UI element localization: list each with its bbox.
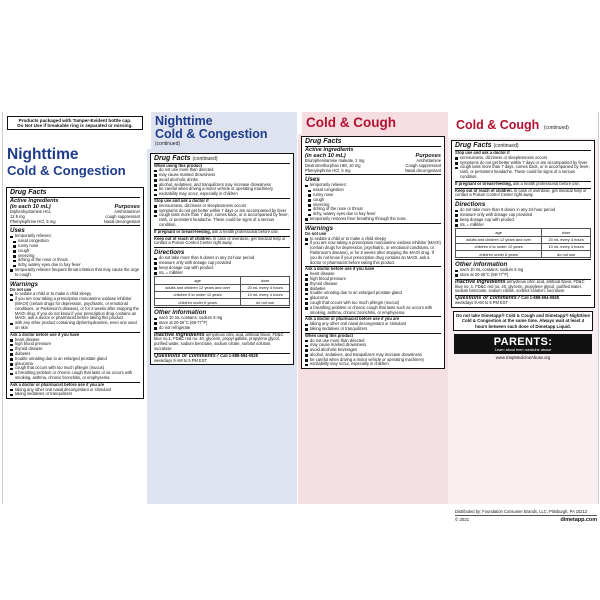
dosage-table — [455, 228, 591, 258]
uses-intro: temporarily relieves: — [10, 234, 140, 239]
inactive-text: anhydrous citric acid, artificial flavor, FD&C blue no. 1, FD&C red no. 40, glycerin, propylene glycol, purified water, sodium benzoate, sodium citrate, sorbitol solution, sucralose — [455, 278, 585, 294]
table-cell: children 6 to under 12 years — [456, 243, 542, 250]
drug-facts-box — [6, 187, 144, 399]
table-header: dose — [542, 229, 591, 236]
warning-item: may cause marked drowsiness — [305, 343, 441, 348]
table-cell: children 6 to under 12 years — [155, 291, 241, 298]
parents-url[interactable]: www.StopMedicineAbuse.org — [495, 355, 551, 361]
do-not-use-list — [305, 237, 441, 266]
active-ingredients-list — [10, 210, 140, 224]
table-row — [456, 243, 591, 250]
direction-item: do not take more than 6 doses in any 24-hour period — [154, 256, 290, 261]
tamper-line-2: Do Not Use if breakable ring is separated or missing. — [17, 123, 133, 129]
table-cell: 20 mL every 4 hours — [241, 284, 290, 291]
use-item: itching of the nose or throat — [10, 258, 140, 263]
distributor-text: Distributed by: Foundation Consumer Brands, LLC, Pittsburgh, PA 15212 — [455, 509, 588, 514]
active-ingredient-row — [305, 169, 441, 174]
warning-item: taking any other oral nasal decongestant or stimulant — [10, 388, 140, 393]
do-not-use-heading: Do not use — [10, 286, 32, 292]
keep-out-heading: Keep out of reach of children. — [154, 235, 212, 241]
warning-item: high blood pressure — [305, 277, 441, 282]
drug-facts-heading: Drug Facts — [305, 138, 441, 147]
when-using-heading: When using this product — [305, 333, 441, 339]
stop-use-list — [154, 204, 290, 228]
warning-item: a breathing problem or chronic cough that lasts or as occurs with smoking, asthma, chronic bronchitis, or emphysema — [10, 371, 140, 381]
active-ingredients-sub: (in each 10 mL) — [305, 153, 346, 159]
table-cell: 20 mL every 4 hours — [542, 236, 591, 243]
warning-item: nervousness, dizziness or sleeplessness occurs — [154, 204, 290, 209]
panel-cold-cough-continued — [448, 112, 599, 504]
direction-item: measure only with dosage cup provided — [154, 261, 290, 266]
active-ingredients-list — [305, 159, 441, 173]
direction-item: keep dosage cup with product — [154, 266, 290, 271]
warning-item: avoid alcoholic drinks — [154, 178, 290, 183]
directions-heading: Directions — [154, 247, 290, 256]
uses-last: temporarily restores freer breathing through the nose — [305, 217, 441, 222]
purposes-heading: Purposes — [114, 204, 140, 210]
ingredient-name: Diphenhydramine HCL — [10, 209, 52, 214]
use-item: sneezing — [10, 254, 140, 259]
warning-item: taking sedatives or tranquilizers — [10, 392, 140, 397]
panel-title: Nighttime — [155, 114, 213, 128]
ask-pharmacist-heading: Ask a doctor or pharmacist before use if you are — [305, 316, 441, 322]
inactive-text: anhydrous citric acid, artificial flavor, FD&C blue no.1, FD&C red no. 40, glycerin, propyl gallate, propylene glycol, purified water, sodium benzoate, sodium citrate, sorbitol solution, sucralose — [154, 331, 284, 351]
info-item: each 10 mL contains: sodium 8 mg — [154, 316, 290, 321]
ingredient-purpose: Cough suppressant — [405, 162, 441, 168]
questions-hours: weekdays 9 AM to 5 PM EST — [154, 357, 208, 363]
direction-item: keep dosage cup with product — [455, 218, 591, 223]
warning-item: glaucoma — [305, 296, 441, 301]
table-cell: adults and children 12 years and over — [456, 236, 542, 243]
pregnant-heading: If pregnant or breast-feeding, — [455, 180, 512, 186]
panel-nighttime-continued — [147, 112, 297, 504]
dosage-table — [154, 276, 290, 306]
drug-facts-continued: (continued) — [493, 143, 519, 149]
other-info-heading: Other information — [455, 259, 591, 268]
warning-item: taking any other oral nasal decongestant or stimulant — [305, 322, 441, 327]
active-ingredients-sub: (in each 10 mL) — [10, 204, 51, 210]
table-cell: 10 mL every 4 hours — [542, 243, 591, 250]
use-item: runny nose — [10, 244, 140, 249]
drug-facts-heading: Drug Facts — [154, 154, 191, 162]
warning-item: do not use more than directed — [154, 168, 290, 173]
stop-use-heading: Stop use and ask a doctor if — [154, 198, 290, 204]
info-item: do not refrigerate — [154, 326, 290, 331]
warning-item: avoid alcoholic beverages — [305, 348, 441, 353]
panel-title: Cold & Cough — [456, 118, 540, 132]
directions-list — [455, 208, 591, 227]
warning-item: excitability may occur, especially in children — [154, 192, 290, 197]
use-item: itchy, watery eyes due to hay fever — [305, 212, 441, 217]
warning-item: thyroid disease — [305, 282, 441, 287]
ingredient-purpose: Antihistamine/ — [114, 209, 140, 214]
label-panels — [0, 112, 600, 504]
drug-facts-continued: (continued) — [192, 155, 218, 162]
ask-pharmacist-heading: Ask a doctor or pharmacist before use if you are — [10, 382, 140, 388]
warning-item: to sedate a child or to make a child sleepy — [305, 237, 441, 242]
warning-item: be careful when driving a motor vehicle or operating machinery — [154, 187, 290, 192]
parents-banner — [454, 334, 592, 354]
when-using-list — [305, 339, 441, 368]
when-using-list — [154, 168, 290, 197]
active-ingredients-heading: Active ingredients — [305, 147, 354, 153]
when-using-heading: When using this product — [154, 162, 202, 168]
ask-doctor-list — [305, 272, 441, 315]
warning-item: symptoms do not get better within 7 days or are accompanied by fever — [455, 161, 591, 166]
use-item: sneezing — [305, 203, 441, 208]
pregnant-text: ask a health professional before use. — [511, 180, 580, 186]
table-cell: adults and children 12 years and over — [155, 284, 241, 291]
warning-item: heart disease — [10, 338, 140, 343]
directions-list — [154, 256, 290, 275]
table-cell: children under 6 years — [155, 299, 241, 306]
direction-item: mL = milliliter — [154, 271, 290, 276]
ingredient-purpose: Nasal decongestant — [103, 218, 140, 224]
warning-item: taking sedatives or tranquilizers — [305, 327, 441, 332]
warning-item: nervousness, dizziness or sleeplessness occurs — [455, 156, 591, 161]
questions-phone: Call 1-888-594-0828 — [219, 352, 258, 358]
warning-item: if you are now taking a prescription monoamine oxidase inhibitor (MAOI) (certain drugs for depression, psychiatric, or emotional conditions, or Parkinson's disease), or for 2 weeks after stopping the MAOI drug. If you do not know if your prescription drug contains an MAOI, ask a doctor or pharmacist before taking this product — [305, 241, 441, 265]
warning-item: cough that occurs with too much phlegm (mucus) — [305, 301, 441, 306]
warning-item: diabetes — [10, 352, 140, 357]
warning-item: be careful when driving a motor vehicle or operating machinery — [305, 358, 441, 363]
other-info-list — [455, 268, 591, 278]
direction-item: measure only with dosage cup provided — [455, 213, 591, 218]
warning-item: excitability may occur, especially in children — [305, 362, 441, 367]
other-info-heading: Other information — [154, 307, 290, 316]
ingredient-purpose: Antihistamine — [416, 158, 441, 163]
warning-item: a breathing problem or chronic cough that lasts such as occurs with smoking, asthma, chronic bronchitis, or emphysema — [305, 306, 441, 316]
panel-cold-cough — [298, 112, 448, 504]
drug-facts-heading: Drug Facts — [455, 142, 492, 149]
use-item: nasal congestion — [10, 239, 140, 244]
warnings-heading: Warnings — [305, 223, 441, 232]
purposes-heading: Purposes — [415, 153, 441, 159]
tamper-evident-note — [7, 116, 143, 130]
stop-use-heading: Stop use and ask a doctor if — [455, 150, 510, 155]
ingredient-name: Phenylephrine HCl, 5 mg — [305, 167, 351, 173]
warning-item: trouble urinating due to an enlarged prostate gland — [305, 291, 441, 296]
warning-item: diabetes — [305, 287, 441, 292]
stop-use-list — [455, 156, 591, 180]
questions-heading: Questions or comments? — [455, 295, 520, 302]
warning-item: high blood pressure — [10, 342, 140, 347]
keep-out-text: In case of overdose, get medical help or contact a Poison Control Center right away. — [455, 187, 587, 198]
drug-facts-box — [301, 136, 445, 369]
use-item: runny nose — [305, 193, 441, 198]
drug-facts-box — [451, 140, 595, 308]
uses-heading: Uses — [10, 225, 140, 234]
questions-hours: weekdays 9 AM to 5 PM EST — [455, 299, 509, 305]
use-item: cough — [305, 198, 441, 203]
info-item: store at 20-25°C (68-77°F) — [455, 273, 591, 278]
other-info-list — [154, 316, 290, 330]
warning-item: cough lasts more than 7 days, comes back, or is accompanied by fever, rash, or persistent headache. These could be signs of a serious condition. — [455, 165, 591, 179]
table-row — [456, 236, 591, 243]
table-row — [155, 291, 290, 298]
copyright: © 2021 — [455, 517, 470, 522]
warning-item: if you are now taking a prescription monoamine oxidase inhibitor (MAOI) (certain drugs for depression, psychiatric, or emotional conditions, or Parkinson's disease), or for 2 weeks after stopping the MAOI drug. If you do not know if your prescription drug contains an MAOI, ask a doctor or pharmacist before taking this product — [10, 297, 140, 321]
warning-item: do not use more than directed — [305, 339, 441, 344]
continued-note: (continued) — [155, 140, 181, 147]
do-not-use-heading: Do not use — [305, 230, 327, 236]
warning-item: to sedate a child or to make a child sleepy — [10, 292, 140, 297]
ingredient-name: Brompheniramine maleate, 2 mg — [305, 158, 365, 163]
website-link[interactable]: dimetapp.com — [560, 517, 597, 523]
direction-item: mL = milliliter — [455, 223, 591, 228]
uses-intro: temporarily relieves: — [305, 183, 441, 188]
keep-out-heading: Keep out of reach of children. — [455, 187, 513, 193]
uses-list — [10, 239, 140, 268]
distributor-info — [455, 509, 597, 523]
warning-item: glaucoma — [10, 362, 140, 367]
use-item: itching of the nose or throat — [305, 207, 441, 212]
use-item: itchy, watery eyes due to hay fever — [10, 263, 140, 268]
warning-item: cough lasts more than 7 days, comes back, or is accompanied by fever, rash, or persistent headache. These could be signs of a serious condition. — [154, 213, 290, 227]
info-item: each 10 mL contains: sodium 6 mg — [455, 268, 591, 273]
panel-title: Nighttime — [7, 146, 79, 163]
ingredient-name: Dextromethorphan HBr, 10 mg — [305, 162, 361, 168]
warning-item: trouble urinating due to an enlarged prostate gland — [10, 357, 140, 362]
continued-note: (continued) — [543, 125, 569, 131]
table-header: dose — [241, 277, 290, 284]
panel-nighttime — [2, 112, 147, 504]
questions-heading: Questions or comments? — [154, 352, 219, 359]
ingredient-name: Phenylephrine HCl, 5 mg — [10, 218, 56, 224]
inactive-heading: Inactive ingredients — [455, 278, 506, 285]
inactive-heading: Inactive ingredients — [154, 331, 205, 338]
drug-facts-heading: Drug Facts — [10, 189, 140, 198]
direction-item: do not take more than 6 doses in any 24-hour period — [455, 208, 591, 213]
ask-doctor-heading: Ask a doctor before use if you have — [305, 266, 441, 272]
warning-item: thyroid disease — [10, 347, 140, 352]
ask-pharmacist-list — [305, 322, 441, 332]
table-row — [155, 299, 290, 306]
panel-subtitle: Cold & Congestion — [155, 126, 268, 141]
active-ingredient-row — [10, 220, 140, 225]
pregnant-text: ask a health professional before use. — [210, 228, 279, 234]
table-row — [456, 250, 591, 257]
panel-subtitle: Cold & Congestion — [7, 163, 126, 178]
questions-phone: Call 1-888-594-0828 — [520, 295, 559, 301]
table-cell: do not use — [542, 250, 591, 257]
panel-title: Cold & Cough — [306, 115, 396, 130]
uses-heading: Uses — [305, 174, 441, 183]
active-ingredients-heading: Active ingredients — [10, 198, 59, 204]
use-item: cough — [10, 249, 140, 254]
table-header: age — [456, 229, 542, 236]
table-header: age — [155, 277, 241, 284]
keep-out-text: In case of overdose, get medical help or contact a Poison Control Center right away. — [154, 235, 286, 246]
ask-doctor-list — [10, 338, 140, 381]
warning-item: alcohol, sedatives, and tranquilizers may increase drowsiness — [154, 183, 290, 188]
drug-facts-box — [150, 153, 294, 366]
warning-item: with any other product containing diphenhydramine, even one used on skin — [10, 321, 140, 331]
dosing-caution-box: Do not take Dimetapp® Cold & Cough and Dimetapp® Nighttime Cold & Congestion at the same time. Always wait at least 4 hours between each dose of Dimetapp Liquid. — [453, 311, 593, 332]
directions-heading: Directions — [455, 199, 591, 208]
ask-pharmacist-list — [10, 388, 140, 398]
table-cell: do not use — [241, 299, 290, 306]
warning-item: cough that occurs with too much phlegm (mucus) — [10, 366, 140, 371]
warning-item: alcohol, sedatives, and tranquilizers may increase drowsiness — [305, 353, 441, 358]
tamper-line-1: Products packaged with Tamper-Evident bottle cap. — [18, 118, 132, 123]
parents-title: PARENTS: — [493, 336, 553, 349]
table-cell: children under 6 years — [456, 250, 542, 257]
ingredient-purpose: Nasal decongestant — [404, 167, 441, 173]
ingredient-purpose: cough suppressant — [105, 213, 140, 219]
table-cell: 10 mL every 4 hours — [241, 291, 290, 298]
use-item: nasal congestion — [305, 188, 441, 193]
warning-item: symptoms do not get better within 7 days or are accompanied by fever — [154, 209, 290, 214]
uses-last: temporarily relieves frequent throat irritation that may cause the urge to cough — [10, 268, 140, 278]
do-not-use-list — [10, 292, 140, 330]
pregnant-heading: If pregnant or breast-feeding, — [154, 228, 211, 234]
info-item: store at 20-25°C (68-77°F) — [154, 321, 290, 326]
table-row — [155, 284, 290, 291]
uses-list — [305, 188, 441, 217]
warnings-heading: Warnings — [10, 279, 140, 288]
warning-item: heart disease — [305, 272, 441, 277]
warning-item: may cause marked drowsiness — [154, 173, 290, 178]
parents-subtitle: Learn about teen medicine abuse — [494, 348, 552, 353]
ingredient-name: 12.5 mg — [10, 213, 25, 219]
ask-doctor-heading: Ask a doctor before use if you have — [10, 332, 140, 338]
